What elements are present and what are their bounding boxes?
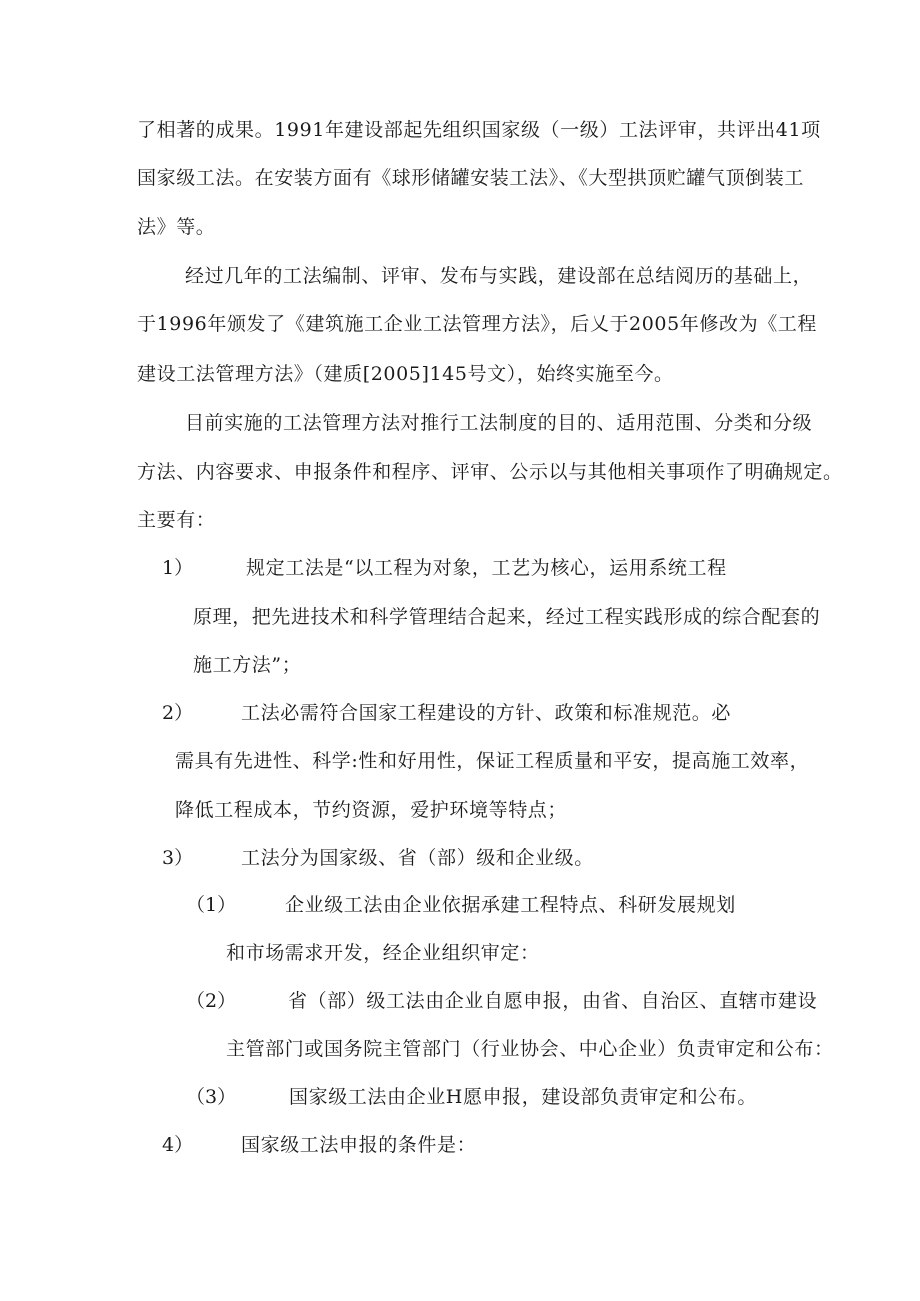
list-item-number: 3） [162,847,194,869]
sub-item-number: （1） [186,894,237,916]
paragraph-line: 国家级工法。在安装方面有《球形储罐安装工法》、《大型拱顶贮罐气顶倒装工 [137,167,805,189]
paragraph-line: 了相著的成果。1991年建设部起先组织国家级（一级）工法评审，共评出41项 [137,119,821,141]
list-item-line: 工法必需符合国家工程建设的方针、政策和标准规范。必 [241,702,732,724]
sub-item-line: 省（部）级工法由企业自愿申报，由省、自治区、直辖市建设 [288,990,818,1012]
sub-item-line: 和市场需求开发，经企业组织审定： [226,942,540,964]
paragraph-line: 方法、内容要求、申报条件和程序、评审、公示以与其他相关事项作了明确规定。 [137,461,843,483]
paragraph-line: 主要有： [137,509,216,531]
list-item-line: 国家级工法申报的条件是： [241,1134,477,1156]
list-item-line: 施工方法”； [193,654,302,676]
list-item-line: 工法分为国家级、省（部）级和企业级。 [241,847,594,869]
paragraph-line: 法》等。 [137,216,216,238]
list-item-line: 原理，把先进技术和科学管理结合起来，经过工程实践形成的综合配套的 [193,606,821,628]
sub-item-line: 国家级工法由企业H愿申报，建设部负责审定和公布。 [289,1086,757,1108]
sub-item-number: （2） [186,990,237,1012]
sub-item-line: 主管部门或国务院主管部门（行业协会、中心企业）负责审定和公布： [226,1038,834,1060]
list-item-number: 1） [162,557,194,579]
paragraph-line: 经过几年的工法编制、评审、发布与实践，建设部在总结阅历的基础上， [185,265,813,287]
list-item-line: 规定工法是“以工程为对象，工艺为核心，运用系统工程 [246,557,727,579]
sub-item-line: 企业级工法由企业依据承建工程特点、科研发展规划 [285,894,736,916]
list-item-line: 降低工程成本，节约资源，爱护环境等特点； [175,799,568,821]
sub-item-number: （3） [186,1086,237,1108]
paragraph-line: 于1996年颁发了《建筑施工企业工法管理方法》，后乂于2005年修改为《工程 [137,313,818,335]
paragraph-line: 建设工法管理方法》（建质[2005]145号文），始终实施至今。 [137,363,674,385]
list-item-number: 2） [162,702,194,724]
list-item-line: 需具有先进性、科学:性和好用性，保证工程质量和平安，提高施工效率， [175,750,810,772]
paragraph-line: 目前实施的工法管理方法对推行工法制度的目的、适用范围、分类和分级 [185,412,813,434]
list-item-number: 4） [162,1134,194,1156]
